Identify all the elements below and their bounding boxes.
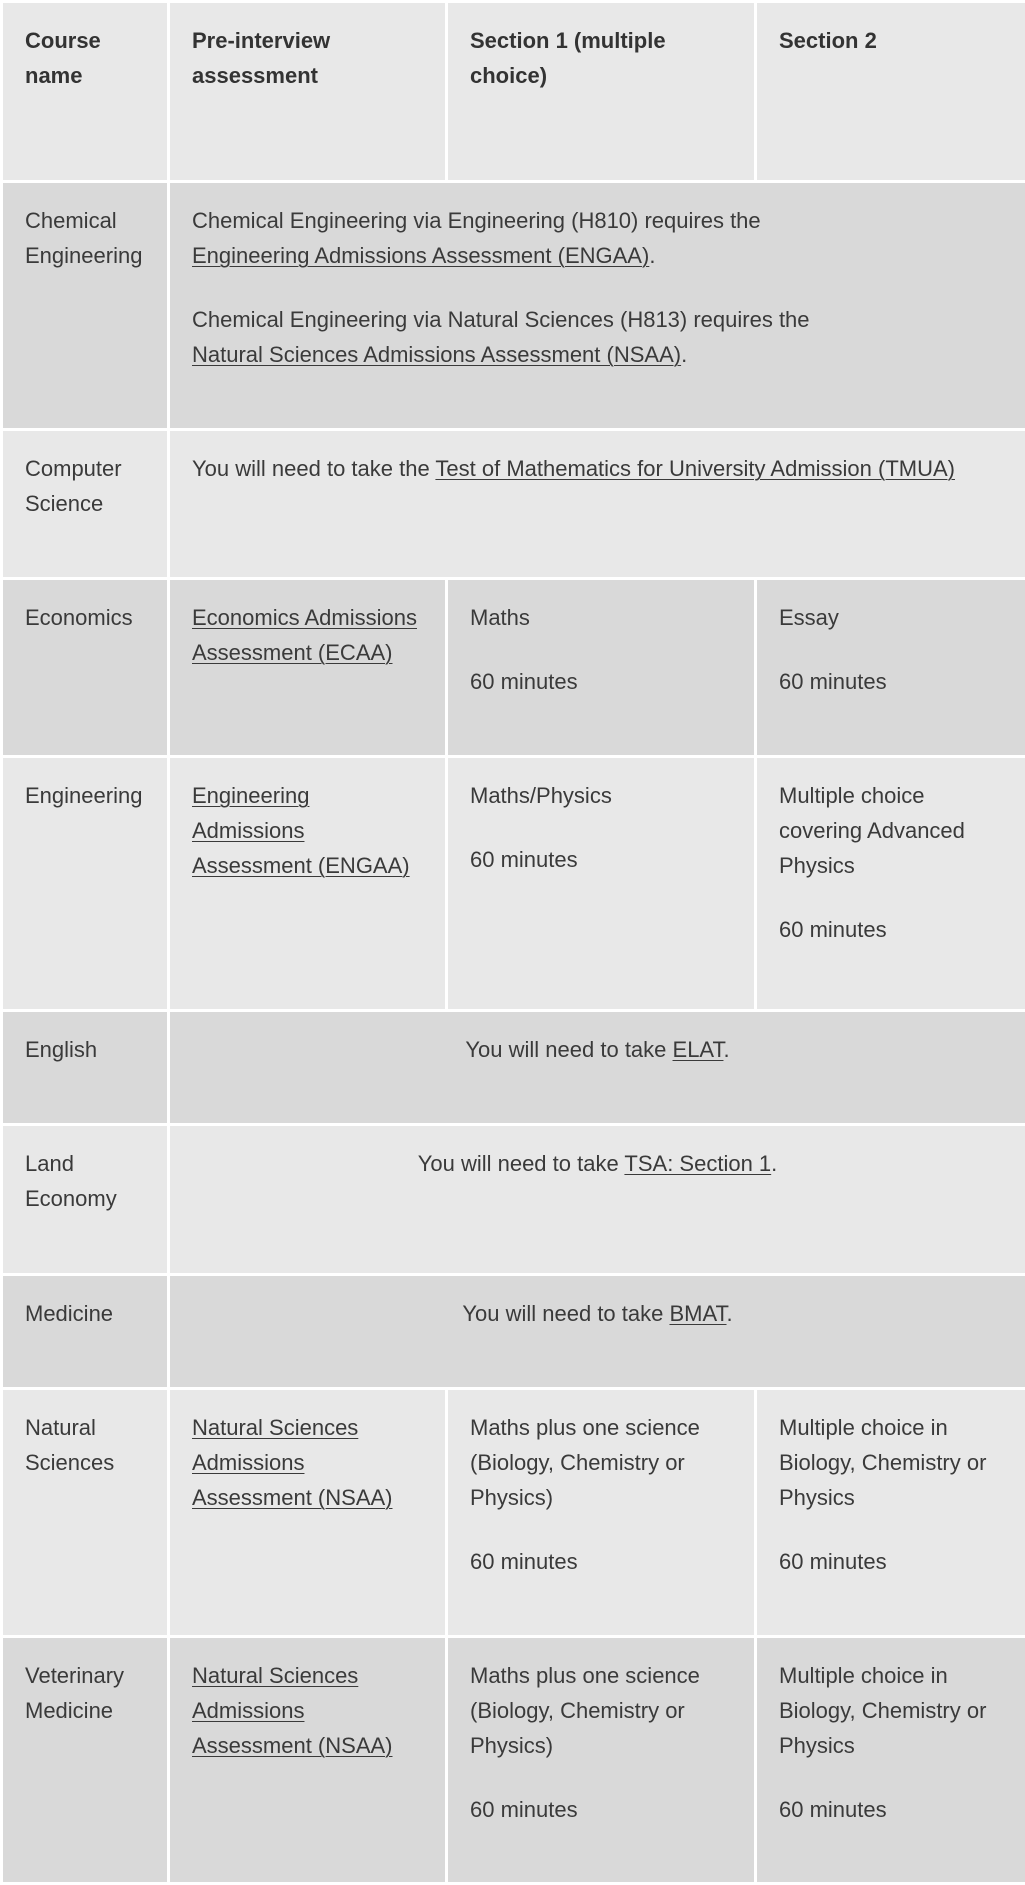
assessment-note	[169, 182, 1025, 430]
nsaa-link[interactable]: Natural Sciences Admissions Assessment (NSAA)	[192, 1415, 393, 1510]
table-row	[2, 1389, 1025, 1637]
section-2-time: 60 minutes	[779, 664, 1003, 699]
section-1-title: Maths	[470, 600, 732, 635]
note-text: You will need to take	[418, 1151, 625, 1176]
section-2-title: Essay	[779, 600, 1003, 635]
note-text: Chemical Engineering via Engineering (H810) requires the	[192, 208, 761, 233]
section-1-time: 60 minutes	[470, 664, 732, 699]
engaa-link[interactable]: Engineering Admissions Assessment (ENGAA)	[192, 243, 649, 268]
nsaa-link[interactable]: Natural Sciences Admissions Assessment (NSAA)	[192, 342, 681, 367]
section-1-time: 60 minutes	[470, 842, 732, 877]
note-text: You will need to take	[465, 1037, 672, 1062]
nsaa-link[interactable]: Natural Sciences Admissions Assessment (NSAA)	[192, 1663, 393, 1758]
section-2-title: Multiple choice in Biology, Chemistry or Physics	[779, 1410, 1003, 1515]
section-1-title: Maths plus one science (Biology, Chemistry or Physics)	[470, 1658, 732, 1763]
section-2-title: Multiple choice covering Advanced Physics	[779, 778, 1003, 883]
note-text: .	[727, 1301, 733, 1326]
elat-link[interactable]: ELAT	[673, 1037, 724, 1062]
section-2-time: 60 minutes	[779, 1792, 1003, 1827]
assessment-cell	[169, 757, 447, 1011]
assessment-note	[169, 1011, 1025, 1125]
assessment-cell	[169, 579, 447, 757]
section-2-time: 60 minutes	[779, 912, 1003, 947]
table-header-row	[2, 2, 1025, 182]
table-row	[2, 1275, 1025, 1389]
note-text: You will need to take the	[192, 456, 435, 481]
tmua-link[interactable]: Test of Mathematics for University Admission (TMUA)	[435, 456, 955, 481]
header-section-1: Section 1 (multiple choice)	[447, 2, 756, 182]
course-name: Economics	[2, 579, 169, 757]
table-row	[2, 430, 1025, 579]
course-name: Veterinary Medicine	[2, 1637, 169, 1884]
header-pre-interview-assessment: Pre-interview assessment	[169, 2, 447, 182]
note-text: .	[771, 1151, 777, 1176]
table-row	[2, 1125, 1025, 1275]
ecaa-link[interactable]: Economics Admissions Assessment (ECAA)	[192, 605, 417, 665]
course-name: Chemical Engineering	[2, 182, 169, 430]
course-name: Medicine	[2, 1275, 169, 1389]
assessment-note	[169, 1275, 1025, 1389]
section-2-cell	[756, 579, 1025, 757]
section-1-time: 60 minutes	[470, 1792, 732, 1827]
table-row	[2, 1637, 1025, 1884]
course-name: Land Economy	[2, 1125, 169, 1275]
section-1-cell	[447, 757, 756, 1011]
bmat-link[interactable]: BMAT	[669, 1301, 726, 1326]
section-2-cell	[756, 1389, 1025, 1637]
engaa-link[interactable]: Engineering Admissions Assessment (ENGAA)	[192, 783, 410, 878]
assessment-note	[169, 430, 1025, 579]
assessment-cell	[169, 1389, 447, 1637]
header-section-2: Section 2	[756, 2, 1025, 182]
section-2-time: 60 minutes	[779, 1544, 1003, 1579]
header-course-name: Course name	[2, 2, 169, 182]
table-row	[2, 579, 1025, 757]
course-name: Computer Science	[2, 430, 169, 579]
note-text: You will need to take	[462, 1301, 669, 1326]
table-row	[2, 182, 1025, 430]
course-name: English	[2, 1011, 169, 1125]
note-text: .	[723, 1037, 729, 1062]
table-row	[2, 757, 1025, 1011]
section-1-cell	[447, 1637, 756, 1884]
section-1-time: 60 minutes	[470, 1544, 732, 1579]
assessment-cell	[169, 1637, 447, 1884]
note-text: .	[681, 342, 687, 367]
course-name: Natural Sciences	[2, 1389, 169, 1637]
section-2-title: Multiple choice in Biology, Chemistry or Physics	[779, 1658, 1003, 1763]
table-row	[2, 1011, 1025, 1125]
section-1-title: Maths/Physics	[470, 778, 732, 813]
section-2-cell	[756, 757, 1025, 1011]
section-1-cell	[447, 1389, 756, 1637]
section-1-title: Maths plus one science (Biology, Chemistry or Physics)	[470, 1410, 732, 1515]
note-text: Chemical Engineering via Natural Sciences (H813) requires the	[192, 307, 810, 332]
tsa-link[interactable]: TSA: Section 1	[624, 1151, 771, 1176]
note-text: .	[649, 243, 655, 268]
course-name: Engineering	[2, 757, 169, 1011]
section-2-cell	[756, 1637, 1025, 1884]
assessment-note	[169, 1125, 1025, 1275]
section-1-cell	[447, 579, 756, 757]
